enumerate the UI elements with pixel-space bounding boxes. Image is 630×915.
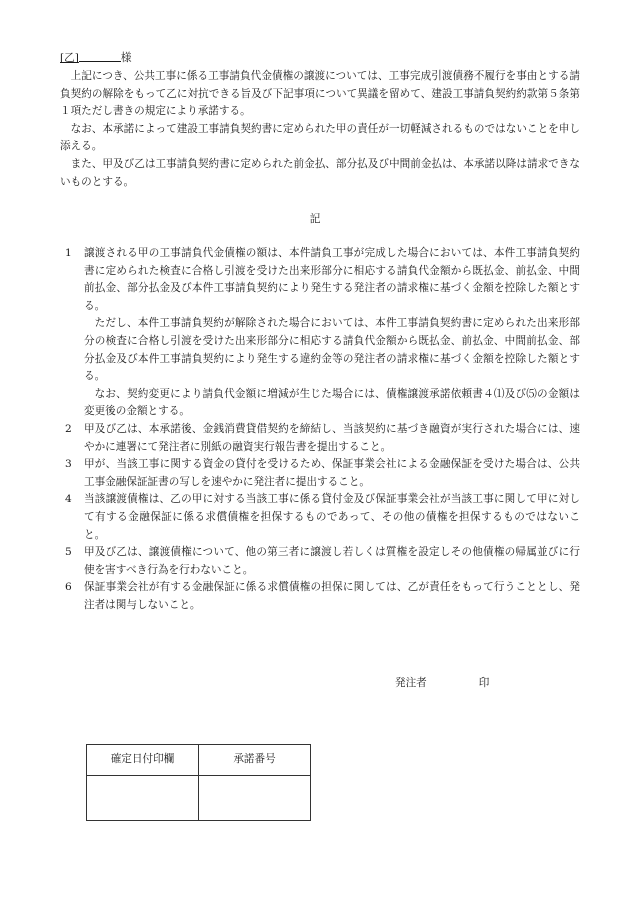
date-stamp-cell bbox=[87, 776, 199, 821]
approval-number-header: 承諾番号 bbox=[199, 745, 311, 776]
item-number: 2 bbox=[65, 422, 72, 435]
addressee-party: [乙] bbox=[60, 52, 79, 64]
intro-section bbox=[60, 68, 580, 191]
signer-line bbox=[395, 675, 489, 693]
item-number: 6 bbox=[65, 581, 72, 594]
item-1-extra bbox=[60, 315, 580, 421]
addressee-name-blank bbox=[79, 49, 121, 62]
item-text: 当該譲渡債権は、乙の甲に対する当該工事に係る貸付金及び保証事業会社が当該工事に関して甲に対して有する金融保証に係る求償債権を担保するものであって、その他の債権を担保するものではないこと。 bbox=[84, 493, 580, 541]
intro-paragraph: 上記につき、公共工事に係る工事請負代金債権の譲渡については、工事完成引渡債務不履行を事由とする請負契約の解除をもって乙に対抗できる旨及び下記事項について異議を留めて、建設工事請負契約約款第５条第１項ただし書きの規定により承諾する。 bbox=[60, 70, 580, 118]
item-text: 甲及び乙は、本承諾後、金銭消費貸借契約を締結し、当該契約に基づき融資が実行された場合には、速やかに連署にて発注者に別紙の融資実行報告書を提出すること。 bbox=[84, 422, 580, 453]
list-item bbox=[60, 544, 580, 579]
item-extra-paragraph: なお、契約変更により請負代金額に増減が生じた場合には、債権譲渡承諾依頼書４⑴及び⑸の金額は変更後の金額とする。 bbox=[84, 387, 580, 418]
stamp-table bbox=[86, 744, 311, 821]
ki-heading: 記 bbox=[309, 213, 321, 225]
item-text: 保証事業会社が有する金融保証に係る求償債権の担保に関しては、乙が責任をもって行うこととし、発注者は関与しないこと。 bbox=[84, 581, 580, 611]
list-item bbox=[60, 579, 580, 614]
signer-label: 発注者 bbox=[395, 677, 427, 689]
intro-paragraph: なお、本承諾によって建設工事請負契約書に定められた甲の責任が一切軽減されるものではないことを申し添える。 bbox=[60, 122, 580, 153]
list-item bbox=[60, 491, 580, 544]
list-item bbox=[60, 421, 580, 456]
item-text: 甲が、当該工事に関する資金の貸付を受けるため、保証事業会社による金融保証を受けた場合は、公共工事金融保証証書の写しを速やかに発注者に提出すること。 bbox=[84, 458, 580, 488]
items-list bbox=[60, 245, 580, 614]
intro-paragraph: また、甲及び乙は工事請負契約書に定められた前金払、部分払及び中間前金払は、本承諾以降は請求できないものとする。 bbox=[60, 157, 580, 188]
date-stamp-header: 確定日付印欄 bbox=[87, 745, 199, 776]
item-number: 3 bbox=[65, 458, 72, 471]
item-text: 甲及び乙は、譲渡債権について、他の第三者に譲渡し若しくは質権を設定しその他債権の帰属並びに行使を害すべき行為を行わないこと。 bbox=[84, 546, 580, 576]
approval-number-cell bbox=[199, 776, 311, 821]
item-number: 1 bbox=[65, 247, 72, 259]
item-number: 4 bbox=[65, 493, 72, 506]
list-item bbox=[60, 456, 580, 491]
seal-mark: 印 bbox=[478, 677, 490, 689]
addressee-honorific: 様 bbox=[120, 52, 132, 64]
list-item bbox=[60, 245, 580, 315]
item-extra-paragraph: ただし、本件工事請負契約が解除された場合においては、本件工事請負契約書に定められた出来形部分の検査に合格し引渡を受けた出来形部分に相応する請負代金額から既払金、前払金、中間前払金、部分払金及び本件工事請負契約により発生する違約金等の発注者の請求権に基づく金額を控除した額とする。 bbox=[84, 317, 580, 383]
item-text: 譲渡される甲の工事請負代金債権の額は、本件請負工事が完成した場合においては、本件工事請負契約書に定められた検査に合格し引渡を受けた出来形部分に相応する請負代金額から既払金、前払金、中間前払金、部分払金及び本件工事請負契約により発生する発注者の請求権に基づく金額を控除した額とする。 bbox=[84, 247, 580, 312]
addressee-line bbox=[60, 49, 131, 68]
item-number: 5 bbox=[65, 546, 72, 559]
